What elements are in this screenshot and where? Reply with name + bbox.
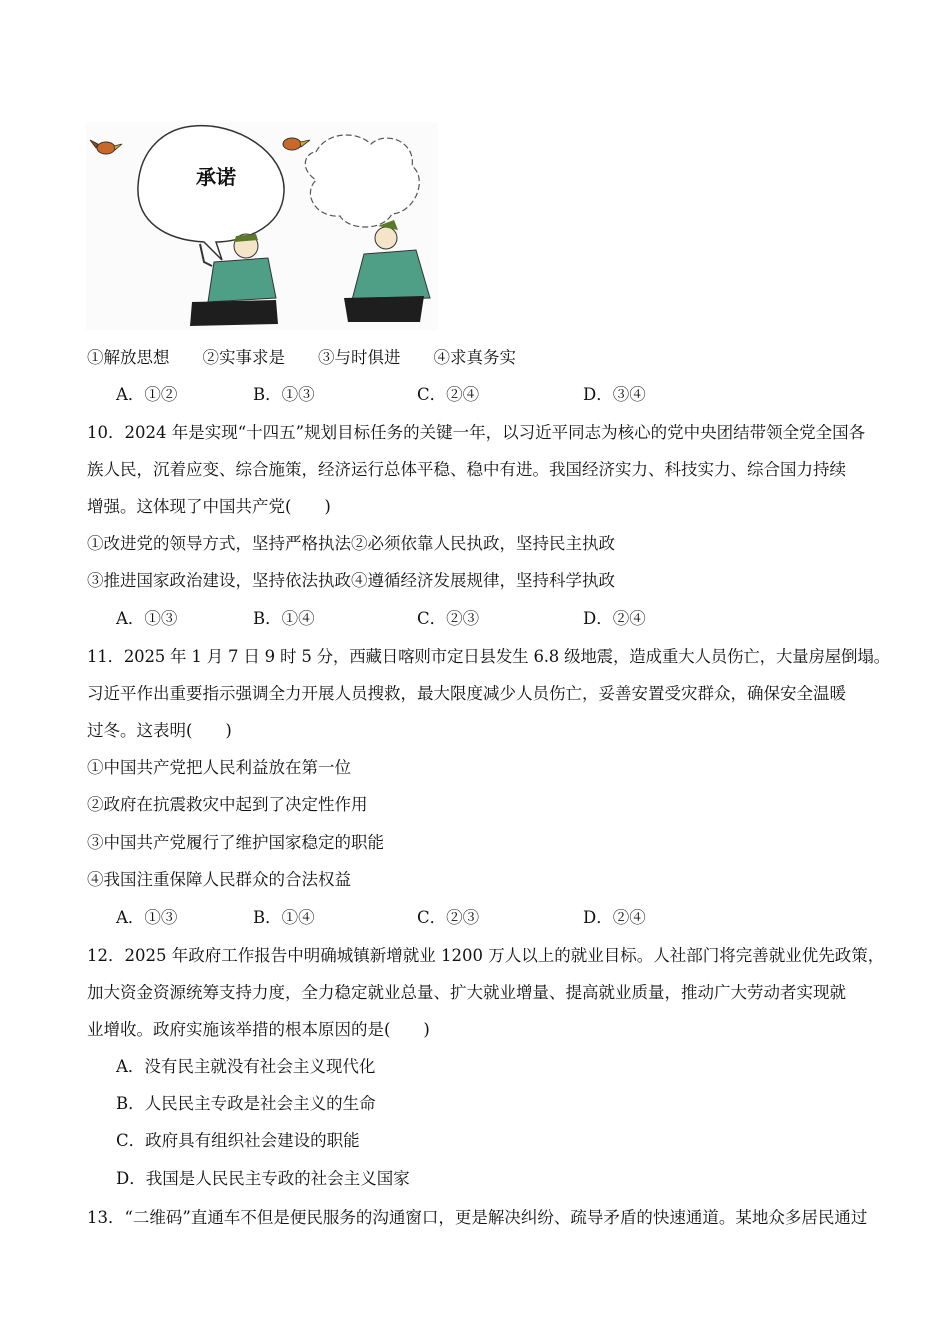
q12-stem-line-1: 12．2025 年政府工作报告中明确城镇新增就业 1200 万人以上的就业目标。人社部门将完善就业优先政策，: [87, 946, 885, 965]
q11-statement-1: ①中国共产党把人民利益放在第一位: [87, 758, 351, 777]
q10-option-a[interactable]: A．①③: [116, 609, 178, 628]
q9-option-c[interactable]: C．②④: [417, 385, 480, 404]
q12-option-a[interactable]: A．没有民主就没有社会主义现代化: [116, 1057, 376, 1076]
q11-option-d[interactable]: D．②④: [583, 908, 646, 927]
q11-stem-line-2: 习近平作出重要指示强调全力开展人员搜救，最大限度减少人员伤亡，妥善安置受灾群众，确保安全温暖: [87, 684, 846, 703]
q11-stem-line-1: 11．2025 年 1 月 7 日 9 时 5 分，西藏日喀则市定日县发生 6.8 级地震，造成重大人员伤亡，大量房屋倒塌。: [87, 647, 890, 666]
q11-stem-line-3: 过冬。这表明( ): [87, 721, 232, 740]
q10-stem-line-2: 族人民，沉着应变、综合施策，经济运行总体平稳、稳中有进。我国经济实力、科技实力、综合国力持续: [87, 460, 846, 479]
q10-statement-1: ①改进党的领导方式，坚持严格执法②必须依靠人民执政，坚持民主执政: [87, 534, 615, 553]
q12-stem-line-3: 业增收。政府实施该举措的根本原因的是( ): [87, 1020, 430, 1039]
q9-option-d[interactable]: D．③④: [583, 385, 646, 404]
q9-option-a[interactable]: A．①②: [116, 385, 178, 404]
q11-statement-2: ②政府在抗震救灾中起到了决定性作用: [87, 795, 368, 814]
q10-stem-line-1: 10．2024 年是实现“十四五”规划目标任务的关键一年，以习近平同志为核心的党中央团结带领全党全国各: [87, 423, 866, 442]
q12-option-d[interactable]: D．我国是人民民主专政的社会主义国家: [116, 1169, 410, 1188]
q9-statements: ①解放思想 ②实事求是 ③与时俱进 ④求真务实: [87, 348, 516, 367]
q10-stem-line-3: 增强。这体现了中国共产党( ): [87, 497, 331, 516]
q11-option-b[interactable]: B．①④: [253, 908, 315, 927]
q11-statement-4: ④我国注重保障人民群众的合法权益: [87, 870, 351, 889]
q12-option-c[interactable]: C．政府具有组织社会建设的职能: [116, 1131, 360, 1150]
q9-option-b[interactable]: B．①③: [253, 385, 315, 404]
q12-stem-line-2: 加大资金资源统筹支持力度，全力稳定就业总量、扩大就业增量、提高就业质量，推动广大劳动者实现就: [87, 983, 846, 1002]
q12-option-b[interactable]: B．人民民主专政是社会主义的生命: [116, 1094, 376, 1113]
q13-stem-line-1: 13．“二维码”直通车不但是便民服务的沟通窗口，更是解决纠纷、疏导矛盾的快速通道。某地众多居民通过: [87, 1208, 868, 1227]
q11-option-a[interactable]: A．①③: [116, 908, 178, 927]
q11-option-c[interactable]: C．②③: [417, 908, 480, 927]
q11-statement-3: ③中国共产党履行了维护国家稳定的职能: [87, 833, 384, 852]
promise-cartoon-image: [86, 122, 438, 330]
speech-bubble-text: 承诺: [196, 165, 236, 189]
q10-option-b[interactable]: B．①④: [253, 609, 315, 628]
q10-statement-2: ③推进国家政治建设，坚持依法执政④遵循经济发展规律，坚持科学执政: [87, 571, 615, 590]
q10-option-d[interactable]: D．②④: [583, 609, 646, 628]
q10-option-c[interactable]: C．②③: [417, 609, 480, 628]
